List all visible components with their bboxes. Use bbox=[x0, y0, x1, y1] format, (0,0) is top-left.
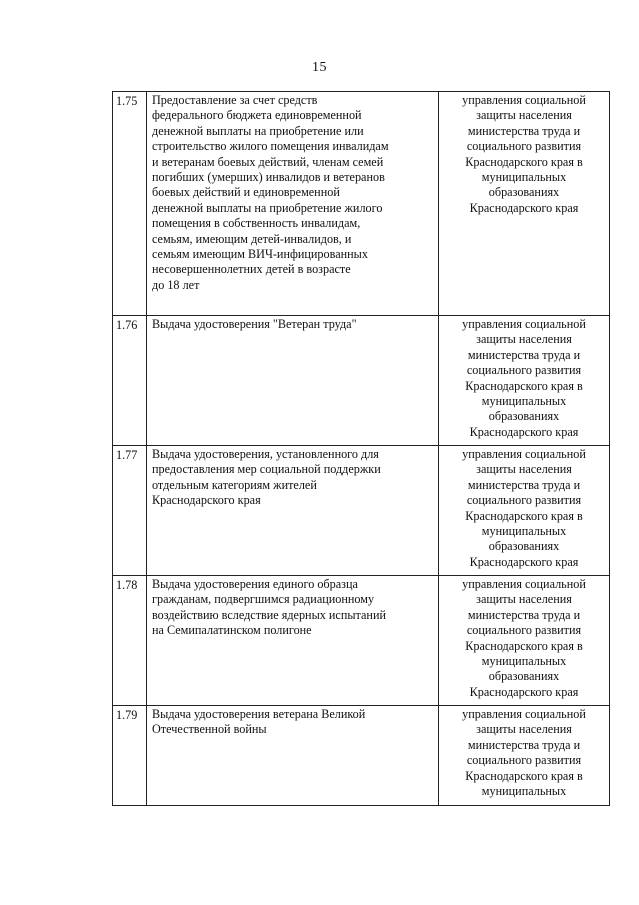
table-row bbox=[113, 706, 610, 806]
service-name: Выдача удостоверения ветерана Великой Отечественной войны bbox=[147, 706, 439, 806]
row-number: 1.75 bbox=[113, 92, 147, 316]
services-table bbox=[112, 91, 610, 806]
service-name: Предоставление за счет средств федерального бюджета единовременной денежной выплаты на приобретение или строительство жилого помещения инвалидам и ветеранам боевых действий, членам семей погибших (умерших) инвалидов и ветеранов боевых действий и единовременной денежной выплаты на приобретение жилого помещения в собственность инвалидам, семьям, имеющим детей-инвалидов, и семьям имеющим ВИЧ-инфицированных несовершеннолетних детей в возрасте до 18 лет bbox=[147, 92, 439, 316]
row-number: 1.77 bbox=[113, 446, 147, 576]
responsible-department: управления социальной защиты населения министерства труда и социального развития Краснодарского края в муниципальных bbox=[439, 706, 610, 806]
table-row bbox=[113, 446, 610, 576]
service-name: Выдача удостоверения "Ветеран труда" bbox=[147, 316, 439, 446]
row-number: 1.78 bbox=[113, 576, 147, 706]
table-row bbox=[113, 316, 610, 446]
table-row bbox=[113, 92, 610, 316]
responsible-department: управления социальной защиты населения министерства труда и социального развития Краснодарского края в муниципальных образованиях Краснодарского края bbox=[439, 316, 610, 446]
row-number: 1.76 bbox=[113, 316, 147, 446]
page-number: 15 bbox=[312, 60, 327, 75]
service-name: Выдача удостоверения единого образца гражданам, подвергшимся радиационному воздействию вследствие ядерных испытаний на Семипалатинском полигоне bbox=[147, 576, 439, 706]
service-name: Выдача удостоверения, установленного для предоставления мер социальной поддержки отдельным категориям жителей Краснодарского края bbox=[147, 446, 439, 576]
responsible-department: управления социальной защиты населения министерства труда и социального развития Краснодарского края в муниципальных образованиях Краснодарского края bbox=[439, 92, 610, 316]
table-row bbox=[113, 576, 610, 706]
responsible-department: управления социальной защиты населения министерства труда и социального развития Краснодарского края в муниципальных образованиях Краснодарского края bbox=[439, 446, 610, 576]
responsible-department: управления социальной защиты населения министерства труда и социального развития Краснодарского края в муниципальных образованиях Краснодарского края bbox=[439, 576, 610, 706]
row-number: 1.79 bbox=[113, 706, 147, 806]
